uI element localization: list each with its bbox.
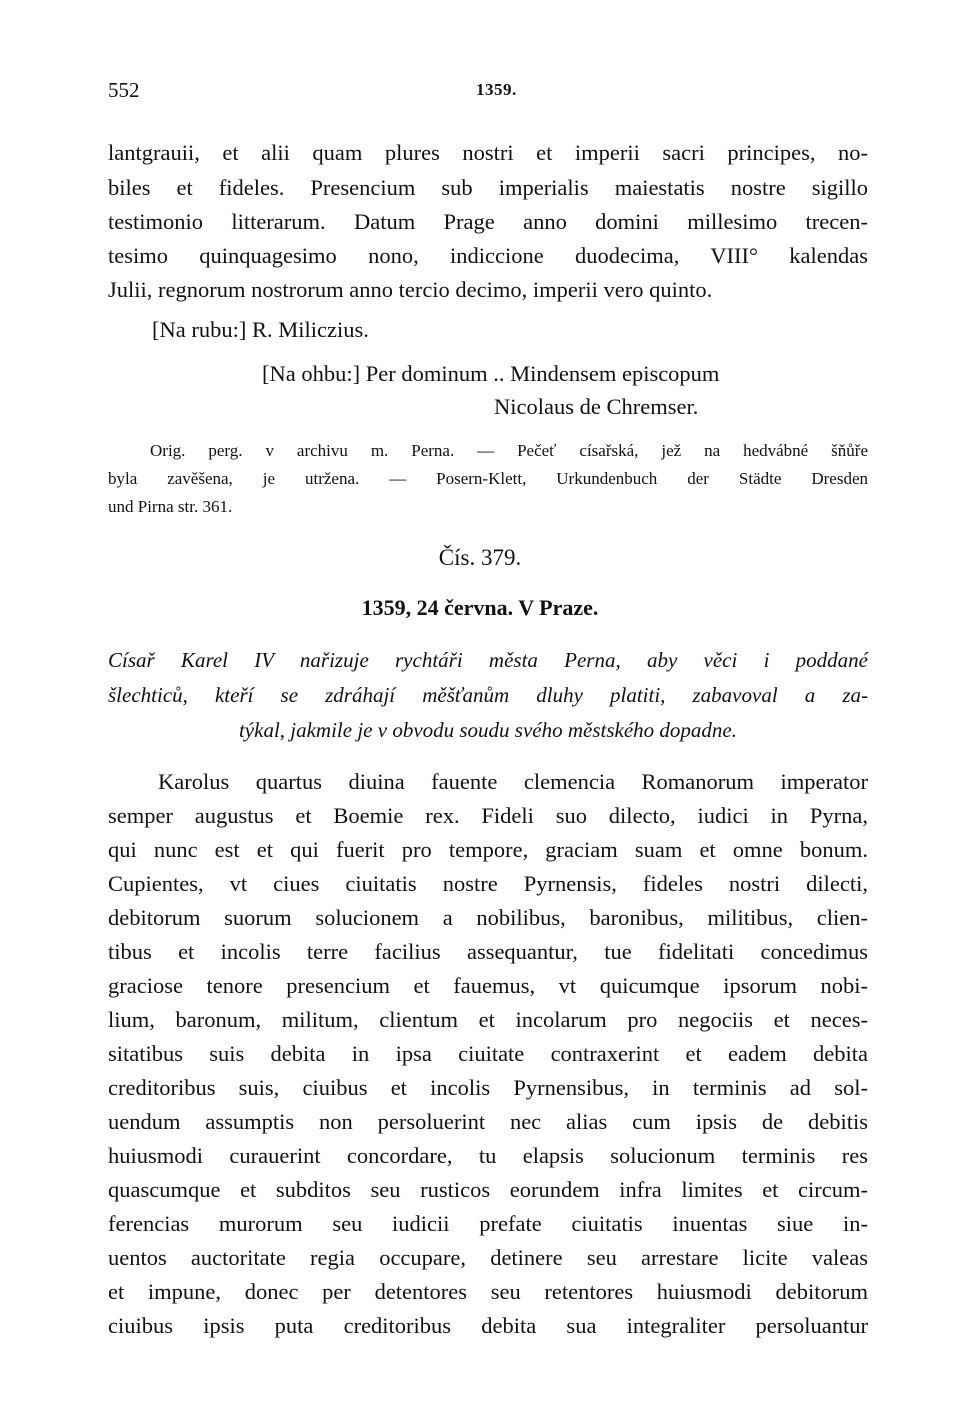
- source-note-line: byla zavěšena, je utržena. — Posern-Klett, Urkundenbuch der Städte Dresden: [108, 469, 868, 488]
- text-line: Karolus quartus diuina fauente clemencia Romanorum imperator: [158, 769, 868, 794]
- text-line: ferencias murorum seu iudicii prefate ciuitatis inuentas siue in-: [108, 1211, 868, 1236]
- text-line: semper augustus et Boemie rex. Fideli suo dilecto, iudici in Pyrna,: [108, 803, 868, 828]
- text-line: graciose tenore presencium et fauemus, vt quicumque ipsorum nobi-: [108, 973, 868, 998]
- text-line: Cupientes, vt ciues ciuitatis nostre Pyrnensis, fideles nostri dilecti,: [108, 871, 868, 896]
- text-line: Julii, regnorum nostrorum anno tercio decimo, imperii vero quinto.: [108, 277, 713, 302]
- text-line: uentos auctoritate regia occupare, detinere seu arrestare licite valeas: [108, 1245, 868, 1270]
- page-number: 552: [108, 78, 140, 102]
- text-line: debitorum suorum solucionem a nobilibus, baronibus, militibus, clien-: [108, 905, 868, 930]
- text-line: tibus et incolis terre facilius assequantur, tue fidelitati concedimus: [108, 939, 868, 964]
- regest-line: šlechticů, kteří se zdráhají měšťanům dluhy platiti, zabavoval a za-: [108, 683, 868, 707]
- text-line: qui nunc est et qui fuerit pro tempore, graciam suam et omne bonum.: [108, 837, 868, 862]
- text-line: biles et fideles. Presencium sub imperialis maiestatis nostre sigillo: [108, 175, 868, 200]
- page-header: [108, 78, 868, 104]
- source-note-line: und Pirna str. 361.: [108, 497, 233, 516]
- text-line: tesimo quinquagesimo nono, indiccione duodecima, VIII° kalendas: [108, 243, 868, 268]
- document-date-place: 1359, 24 června. V Praze.: [361, 595, 599, 620]
- text-line: quascumque et subditos seu rusticos eorundem infra limites et circum-: [108, 1177, 868, 1202]
- text-line: creditoribus suis, ciuibus et incolis Pyrnensibus, in terminis ad sol-: [108, 1075, 868, 1100]
- running-head-year: 1359.: [476, 80, 517, 99]
- source-note-line: Orig. perg. v archivu m. Perna. — Pečeť císařská, jež na hedvábné šňůře: [150, 441, 868, 460]
- text-line: lantgrauii, et alii quam plures nostri et imperii sacri principes, no-: [108, 140, 868, 165]
- text-line: lium, baronum, militum, clientum et incolarum pro negociis et neces-: [108, 1007, 868, 1032]
- regest-line: Císař Karel IV nařizuje rychtáři města Perna, aby věci i poddané: [108, 648, 868, 672]
- document-number: Čís. 379.: [438, 545, 522, 570]
- endorsement-verso: [Na ohbu:] Per dominum .. Mindensem episcopum: [262, 361, 720, 386]
- text-line: et impune, donec per detentores seu retentores huiusmodi debitorum: [108, 1279, 868, 1304]
- text-line: uendum assumptis non persoluerint nec alias cum ipsis de debitis: [108, 1109, 868, 1134]
- text-line: ciuibus ipsis puta creditoribus debita sua integraliter persoluantur: [108, 1313, 868, 1338]
- text-line: testimonio litterarum. Datum Prage anno domini millesimo trecen-: [108, 209, 868, 234]
- endorsement-verso-name: Nicolaus de Chremser.: [494, 394, 699, 419]
- endorsement-margin: [Na rubu:] R. Miliczius.: [152, 317, 369, 342]
- text-line: sitatibus suis debita in ipsa ciuitate contraxerint et eadem debita: [108, 1041, 868, 1066]
- text-line: huiusmodi curauerint concordare, tu elapsis solucionum terminis res: [108, 1143, 868, 1168]
- regest-line: týkal, jakmile je v obvodu soudu svého městského dopadne.: [238, 718, 738, 742]
